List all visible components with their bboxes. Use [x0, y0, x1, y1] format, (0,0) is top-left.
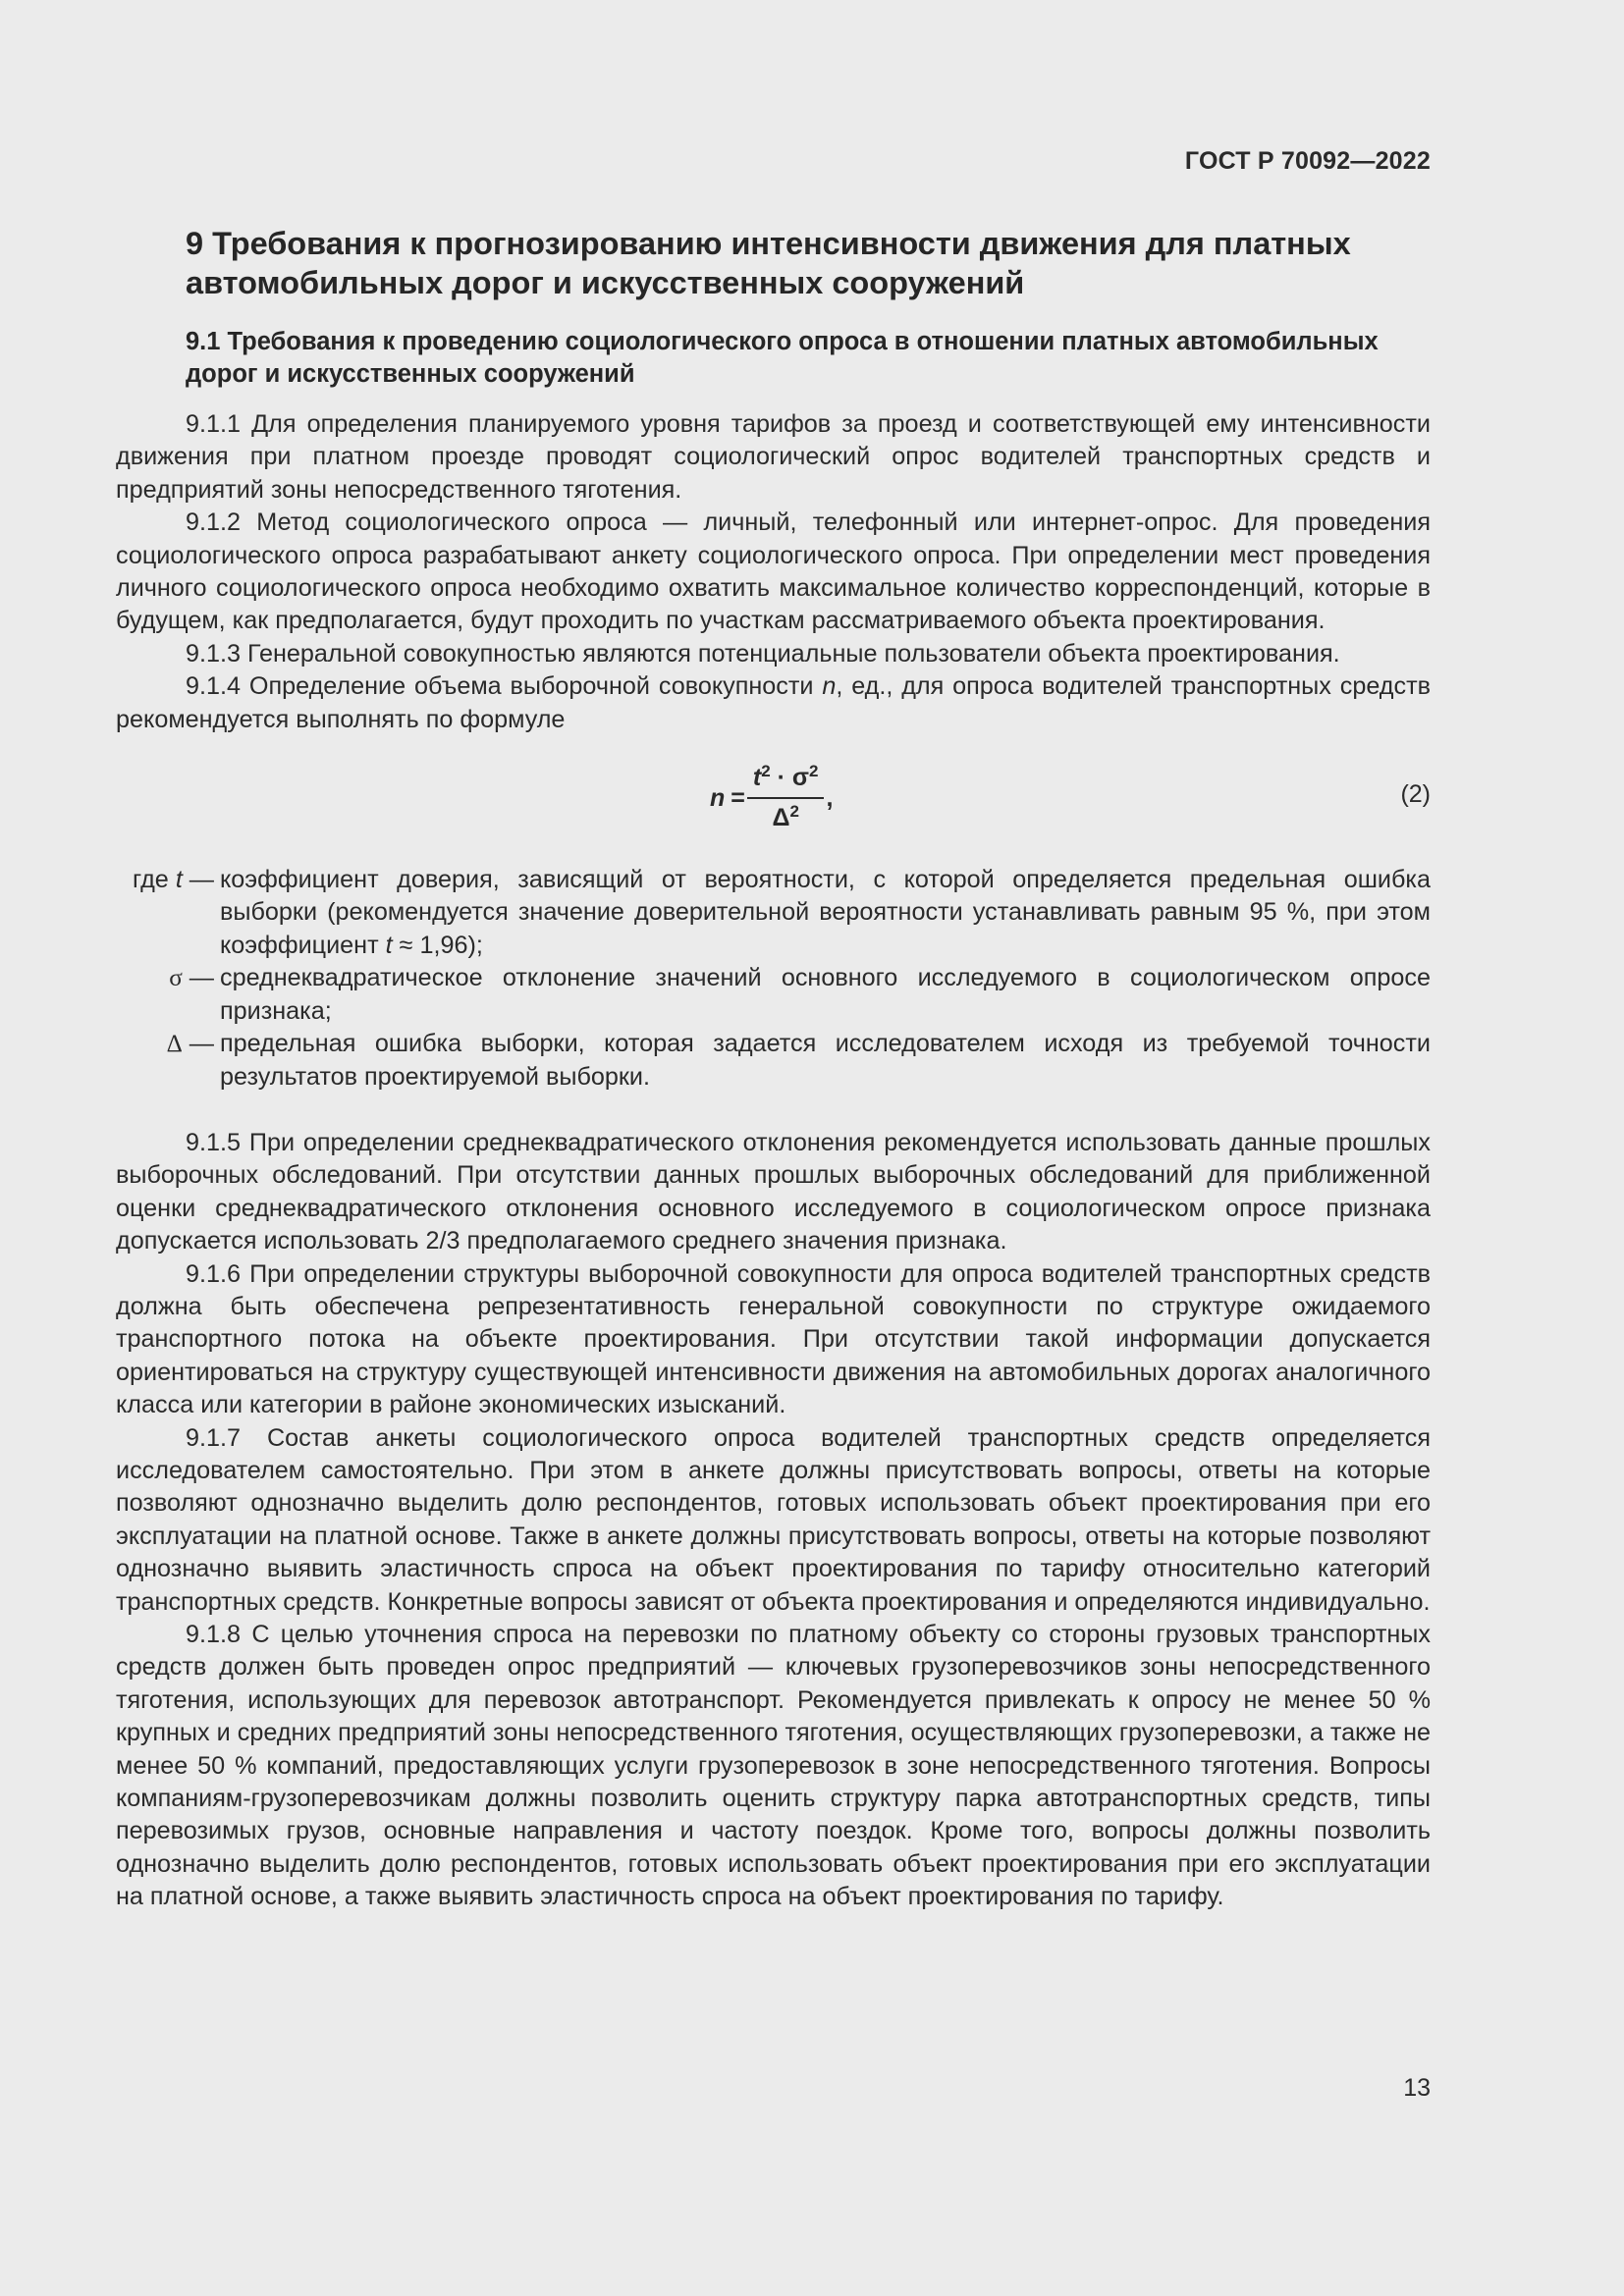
- formula-numerator: [747, 762, 825, 799]
- dash: —: [182, 964, 214, 992]
- definition-text: предельная ошибка выборки, которая задается исследователем исходя из требуемой точности результатов проектируемой выборки.: [220, 1030, 1431, 1091]
- where-label: где: [133, 866, 176, 894]
- dash: —: [182, 1030, 214, 1058]
- definition-text: [220, 864, 1431, 962]
- paragraph-9-1-4: [116, 670, 1431, 736]
- t-inline: t: [385, 931, 393, 959]
- paragraph-9-1-5: 9.1.5 При определении среднеквадратического отклонения рекомендуется использовать данные прошлых выборочных обследований. При отсутствии данных прошлых выборочных обследований для приближенной оценки среднеквадратического отклонения основного исследуемого в социологическом опросе признака допускается использовать 2/3 предполагаемого среднего значения признака.: [116, 1128, 1431, 1255]
- formula-denominator: [772, 799, 798, 834]
- symbol-sigma: σ: [169, 965, 183, 992]
- num-t: t: [752, 764, 762, 792]
- definition-delta: [116, 1028, 1431, 1094]
- definition-symbol: [116, 1028, 220, 1060]
- page-number: 13: [1403, 2074, 1431, 2102]
- num-t-exp: 2: [761, 762, 771, 781]
- paragraph-9-1-6: 9.1.6 При определении структуры выборочной совокупности для опроса водителей транспортных средств должна быть обеспечена репрезентативность генеральной совокупности по структуре ожидаемого транспортного потока на объекте проектирования. При отсутствии такой информации допускается ориентироваться на структуру существующей интенсивности движения на автомобильных дорогах аналогичного класса или категории в районе экономических изысканий.: [116, 1259, 1431, 1419]
- paragraph-9-1-8: 9.1.8 С целью уточнения спроса на перевозки по платному объекту со стороны грузовых транспортных средств должен быть проведен опрос предприятий — ключевых грузоперевозчиков зоны непосредственного тяготения, использующих для перевозок автотранспорт. Рекомендуется привлекать к опросу не менее 50 % крупных и средних предприятий зоны непосредственного тяготения, осуществляющих грузоперевозки, а также не менее 50 % компаний, предоставляющих услуги грузоперевозок в зоне непосредственного тяготения. Вопросы компаниям-грузоперевозчикам должны позволить оценить структуру парка автотранспортных средств, типы перевозимых грузов, основные направления и частоту поездок. Кроме того, вопросы должны позволить однозначно выделить долю респондентов, готовых использовать объект проектирования при его эксплуатации на платной основе, а также выявить эластичность спроса на объект проектирования по тарифу.: [116, 1621, 1431, 1911]
- document-code: ГОСТ Р 70092—2022: [1184, 147, 1431, 175]
- page-content: [116, 224, 1431, 1914]
- t-text-a: коэффициент доверия, зависящий от вероятности, с которой определяется предельная ошибка выборки (рекомендуется значение доверительной вероятности устанавливать равным 95 %, при этом коэффициент: [220, 866, 1431, 959]
- den-delta-exp: 2: [789, 802, 799, 822]
- section-title: 9 Требования к прогнозированию интенсивности движения для платных автомобильных дорог и искусственных сооружений: [186, 226, 1351, 300]
- paragraph-9-1-1: 9.1.1 Для определения планируемого уровня тарифов за проезд и соответствующей ему интенсивности движения при платном проезде проводят социологический опрос водителей транспортных средств и предприятий зоны непосредственного тяготения.: [116, 410, 1431, 504]
- p914-text-a: 9.1.4 Определение объема выборочной совокупности: [186, 672, 823, 701]
- definition-t: [116, 864, 1431, 962]
- paragraph-9-1-3: 9.1.3 Генеральной совокупностью являются потенциальные пользователи объекта проектирования.: [186, 639, 1340, 667]
- p914-text-b: , ед., для опроса водителей транспортных средств рекомендуется выполнять по формуле: [116, 672, 1431, 733]
- formula: [710, 762, 833, 835]
- paragraph-9-1-2: 9.1.2 Метод социологического опроса — личный, телефонный или интернет-опрос. Для проведения социологического опроса разрабатывают анкету социологического опроса. При определении мест проведения личного социологического опроса необходимо охватить максимальное количество корреспонденций, которые в будущем, как предполагается, будут проходить по участкам рассматриваемого объекта проектирования.: [116, 508, 1431, 635]
- formula-block: [116, 754, 1431, 848]
- t-text-b: ≈ 1,96);: [392, 931, 483, 959]
- num-sigma: · σ: [770, 764, 810, 792]
- definition-symbol: [116, 864, 220, 896]
- symbol-t: t: [175, 866, 183, 894]
- definition-symbol: [116, 962, 220, 994]
- subsection-title: 9.1 Требования к проведению социологического опроса в отношении платных автомобильных дорог и искусственных сооружений: [186, 328, 1379, 388]
- num-sigma-exp: 2: [809, 762, 819, 781]
- equation-number: (2): [1400, 780, 1431, 809]
- symbol-delta: Δ: [166, 1031, 183, 1058]
- formula-lhs: n: [710, 783, 726, 812]
- formula-comma: ,: [826, 783, 834, 812]
- variable-n: n: [822, 672, 837, 701]
- definitions-list: [116, 864, 1431, 1094]
- paragraph-9-1-7: 9.1.7 Состав анкеты социологического опроса водителей транспортных средств определяется исследователем самостоятельно. При этом в анкете должны присутствовать вопросы, ответы на которые позволяют однозначно выделить долю респондентов, готовых использовать объект проектирования при его эксплуатации на платной основе. Также в анкете должны присутствовать вопросы, ответы на которые позволяют однозначно выявить эластичность спроса на объект проектирования по тарифу относительно категорий транспортных средств. Конкретные вопросы зависят от объекта проектирования и определяются индивидуально.: [116, 1423, 1431, 1616]
- dash: —: [182, 866, 214, 894]
- definition-text: среднеквадратическое отклонение значений основного исследуемого в социологическом опросе признака;: [220, 964, 1431, 1025]
- den-delta: Δ: [772, 804, 790, 832]
- definition-sigma: [116, 962, 1431, 1028]
- formula-fraction: [747, 762, 825, 835]
- formula-equals: =: [731, 783, 745, 812]
